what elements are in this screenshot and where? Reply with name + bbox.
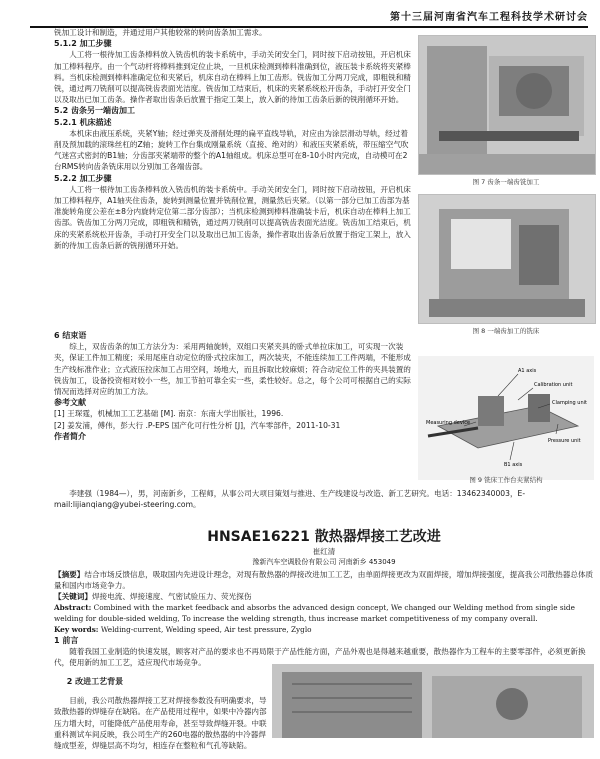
section-heading: 5.1.2 加工步骤	[54, 39, 112, 49]
paragraph: 综上，双齿齿条的加工方法分为：采用两轴旋转，双组口夹紧夹具的卧式单拉床加工，可实现一次装夹，保证工件加工精度；采用尾座自动定位的卧式拉床加工，两次装夹，不能连续加工工件两端，不能形成生产线标准作业；立式液压拉床加工占用空间，场地大，而且拆取比较麻烦；符合动定位工件的夹具装置的铣齿加工，设备投资相对较小一些，加工节拍可靠全实一些，柔性较好。总之，每个公司可根据自己的实际情况而选择对应的加工方法。	[54, 342, 411, 397]
label-a1-axis: A1 axis	[518, 368, 537, 374]
section-heading: 5.2.2 加工步骤	[54, 173, 112, 183]
author-bio-heading: 作者简介	[54, 431, 86, 441]
section-heading: 5.2 齿条另一端齿加工	[54, 106, 135, 116]
running-header	[30, 8, 588, 28]
paragraph: 铣加工设计和制造，并通过用户其他较常的转向齿条加工需求。	[54, 28, 267, 37]
keywords-en-label: Key words:	[54, 625, 99, 634]
label-measuring: Measuring device	[426, 420, 471, 426]
paper-title: HNSAE16221 散热器焊接工艺改进	[207, 529, 441, 545]
figure-7-caption: 图 7 齿条一端齿铣加工	[472, 178, 540, 186]
machine-photo-graphic	[419, 195, 595, 323]
label-clamping: Clamping unit	[552, 400, 587, 406]
paragraph: 随着我国工业制造的快速发展，顾客对产品的要求也不再局限于产品性能方面，产品外观也是得越来越重要，散热器作为工程车的主要零部件，必须更新换代，使用新的加工工艺，适应现代市场竞争。	[54, 647, 586, 667]
author-bio-text: 李建强（1984—），男，河南新乡，工程师，从事公司大项目策划与推进、生产线建设与改造、新工艺研究。电话：13462340003，E-mail:lijianqiang@yubei-steering.com。	[54, 489, 526, 510]
label-pressure: Pressure unit	[548, 438, 581, 444]
keywords-cn: 焊接电流、焊接速度、气密试验压力、荧光探伤	[91, 592, 252, 601]
figure-7-photo	[418, 35, 596, 175]
paper-abstract	[54, 569, 594, 668]
paragraph: 本机床由液压系统，夹紧Y轴；经过弹夹及滑削处理的扁平直线导轨，对应由为涂层滑动导轨，经过着削及预加载的滚珠丝杠的Z轴；旋转工作台集成刚量系统（直接、绝对的）和液压夹紧系统，带压缩空气吹气迷宫式密封的B1轴；分齿部夹紧端带的整个的A1轴组成。机床总型可在8-10小时内完成，自动模可在2台RMS转向齿条铣床用以分别加工各端齿部。	[54, 128, 409, 172]
clamping-diagram-graphic	[418, 356, 594, 480]
article-text-lower	[54, 330, 414, 442]
reference-item: [1] 王琛霆，机械加工工艺基础 [M]. 南京：东南大学出版社，1996.	[54, 409, 284, 419]
keywords-cn-label: 【关键词】	[54, 592, 92, 601]
label-calibration: Calibration unit	[534, 382, 573, 388]
references-heading: 参考文献	[54, 398, 86, 408]
figure-8-photo	[418, 194, 596, 324]
abstract-en: Combined with the market feedback and absorbs the advanced design concept, We changed our Welding method from single side welding for double-sided welding, To increase the welding strength, thus increase market competitiveness of my company overall.	[54, 603, 575, 623]
section-heading: 1 前言	[54, 636, 79, 645]
keywords-en: Welding-current, Welding speed, Air test pressure, Zyglo	[100, 625, 312, 634]
reference-item: [2] 姜发浦，傅伟，彭大行 .P-EPS 国产化可行性分析 [J]，汽车零部件，2011-10-31	[54, 420, 341, 430]
figure-9-diagram	[418, 356, 594, 484]
milling-photo-graphic	[419, 36, 595, 174]
figure-9-caption: 图 9 铣床工作台夹紧结构	[469, 476, 543, 484]
figure-column	[418, 35, 594, 343]
abstract-en-label: Abstract:	[54, 603, 92, 612]
header-title: 第十三届河南省汽车工程科技学术研讨会	[390, 12, 588, 23]
paragraph: 人工将一根待加工齿条棒料放入铣齿机的装卡系统中，手动关闭安全门，同时按下启动按钮，开启机床加工棒料程序。由一个气动杆将棒料推到定位止块，一旦机床检测到棒料准确到位，液压装卡系统将夹紧棒料。当机床检测到棒料准确定位和夹紧后，机床自动在棒料上加工齿形。铣齿加工分两刀完成，即粗铣和精铣，通过两刀铣削可以提高铣齿表面光洁度。铣齿加工结束后，机床的夹紧系统松开齿条，手动打开安全门以及取出已加工齿条。操作者取出齿条后放置于指定工架上，放入新的待加工齿条后新的铣削循环开始。	[54, 50, 411, 105]
abstract-cn-label: 【摘要】	[54, 570, 85, 579]
article-text-upper	[54, 27, 414, 251]
abstract-cn: 结合市场反馈信息，吸取国内先进设计理念，对现有散热器的焊接改进加工工艺，由单面焊接更改为双面焊接，增加焊接强度，提高我公司散热器总体质量和国内市场竞争力。	[54, 570, 594, 590]
paper-author: 崔红清	[312, 547, 336, 556]
author-bio	[54, 488, 594, 510]
paper-affiliation: 豫新汽车空调股份有限公司 河南新乡 453049	[252, 558, 396, 566]
section-heading: 5.2.1 机床描述	[54, 117, 112, 127]
radiator-photo-graphic	[272, 664, 594, 738]
section-heading: 6 结束语	[54, 331, 87, 340]
paragraph: 人工将一根待加工齿条棒料放入铣齿机的装卡系统中。手动关闭安全门，同时按下启动按钮，开启机床加工棒料程序，A1轴夹住齿条，旋转到测量位置并铣削位置，测量然后夹紧。（以第一部分已加工齿部为基准旋转角度公差在±8分内旋转定位第二部分齿部）；当机床检测到棒料准确装卡后，机床自动在棒料上加工齿部。铣齿加工分两刀完成，即粗铣和精铣，通过两刀铣削可以提高铣齿表面光洁度。铣齿加工结束后，机床的夹紧系统松开齿条，手动打开安全门以及取出已加工齿条，操作者取出齿条后放置于指定工架上，放入新的待加工齿条后新的铣削循环开始。	[54, 184, 411, 250]
radiator-photo	[272, 664, 594, 738]
paragraph: 目前，我公司散热器焊接工艺对焊接参数没有明确要求，导致散热器的焊缝存在缺陷。在产品使用过程中，如果中冷器内部压力增大时，可能降低产品使用寿命，甚至导致焊缝开裂。中联重科测试车间反映，我公司生产的260电器的散热器的中冷器焊缝成型差，焊缝层高不均匀，相连存在整粒和气孔等缺陷。	[54, 696, 267, 751]
section-heading: 2 改进工艺背景	[66, 677, 124, 686]
paper-body-left	[54, 668, 268, 759]
label-b1-axis: B1 axis	[504, 462, 523, 468]
figure-8-caption: 图 8 一端齿加工的铣床	[472, 327, 540, 335]
